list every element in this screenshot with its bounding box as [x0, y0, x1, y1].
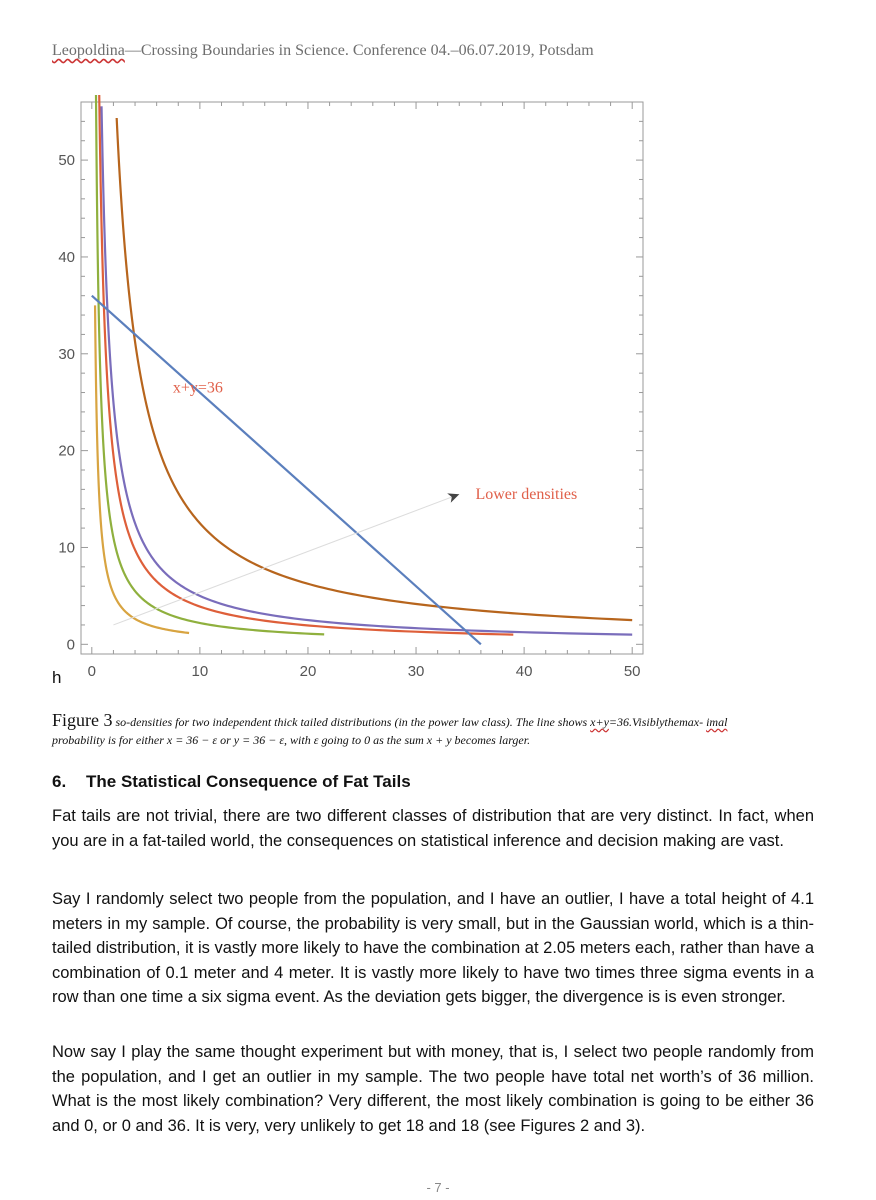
plot-frame [81, 102, 643, 654]
caption-figure-number: Figure 3 [52, 710, 113, 730]
page-number: - 7 - [426, 1180, 450, 1195]
y-tick-label: 20 [58, 442, 75, 460]
paragraph-3: Now say I play the same thought experiment but with money, that is, I select two people randomly from the population, and I get an outlier in my sample. The two people have total net worth’s of 36 million. What is the most likely combination? Very different, the most likely combination is going to be either 36 and 0, or 0 and 36. It is very, very unlikely to get 18 and 18 (see Figures 2 and 3). [52, 1043, 814, 1135]
x-tick-label: 30 [407, 663, 425, 680]
series-line [95, 95, 325, 634]
section-number: 6. [52, 772, 67, 791]
y-tick-label: 40 [58, 248, 75, 266]
section-title: The Statistical Consequence of Fat Tails [86, 772, 411, 791]
contour-plot [50, 95, 650, 695]
caption-text-2: =36.Visiblythemax- [608, 715, 707, 729]
paragraph-2: Say I randomly select two people from the population, and I have an outlier, I have a total height of 4.1 meters in my sample. Of course, the probability is very small, but in the Gaussian world, which is a thin-tailed distribution, it is vastly more likely to have the combination at 2.05 meters each, rather than have a combination of 0.1 meter and 4 meter. It is vastly more likely to have two times three sigma events in a row than one time a six sigma event. As the deviation gets bigger, the divergence is is even stronger. [52, 890, 814, 1006]
x-tick-label: 10 [191, 663, 209, 680]
series-line [92, 296, 481, 645]
figure-caption [52, 712, 832, 749]
x-tick-label: 50 [623, 663, 641, 680]
chart-annotation: Lower densities [475, 486, 578, 504]
y-tick-label: 30 [58, 345, 75, 363]
direction-arrow-line [113, 494, 459, 625]
y-tick-label: 50 [58, 152, 75, 170]
running-header [52, 42, 594, 60]
series-line [94, 95, 513, 635]
x-tick-label: 20 [299, 663, 317, 680]
caption-text-1: so-densities for two independent thick tailed distributions (in the power law class). The line shows [112, 715, 591, 729]
caption-line-2: probability is for either x = 36 − ε or y = 36 − ε, with ε going to 0 as the sum x + y becomes larger. [52, 733, 531, 747]
series-line [102, 106, 633, 634]
y-tick-label: 10 [58, 539, 75, 557]
header-text: —Crossing Boundaries in Science. Conference 04.–06.07.2019, Potsdam [124, 42, 594, 59]
stray-character: h [52, 668, 62, 687]
caption-wavy-2: imal [706, 715, 728, 729]
chart-annotation: x+y=36 [172, 379, 223, 397]
section-heading [52, 772, 411, 792]
paragraph-1: Fat tails are not trivial, there are two different classes of distribution that are very distinct. In fact, when you are in a fat-tailed world, the consequences on statistical inference and decision making are vast. [52, 807, 814, 850]
header-venue: Leopoldina [52, 42, 125, 59]
y-tick-label: 0 [66, 636, 75, 654]
series-line [117, 118, 633, 620]
x-tick-label: 40 [515, 663, 533, 680]
caption-wavy-1: x+y [590, 715, 609, 729]
x-tick-label: 0 [87, 663, 96, 680]
